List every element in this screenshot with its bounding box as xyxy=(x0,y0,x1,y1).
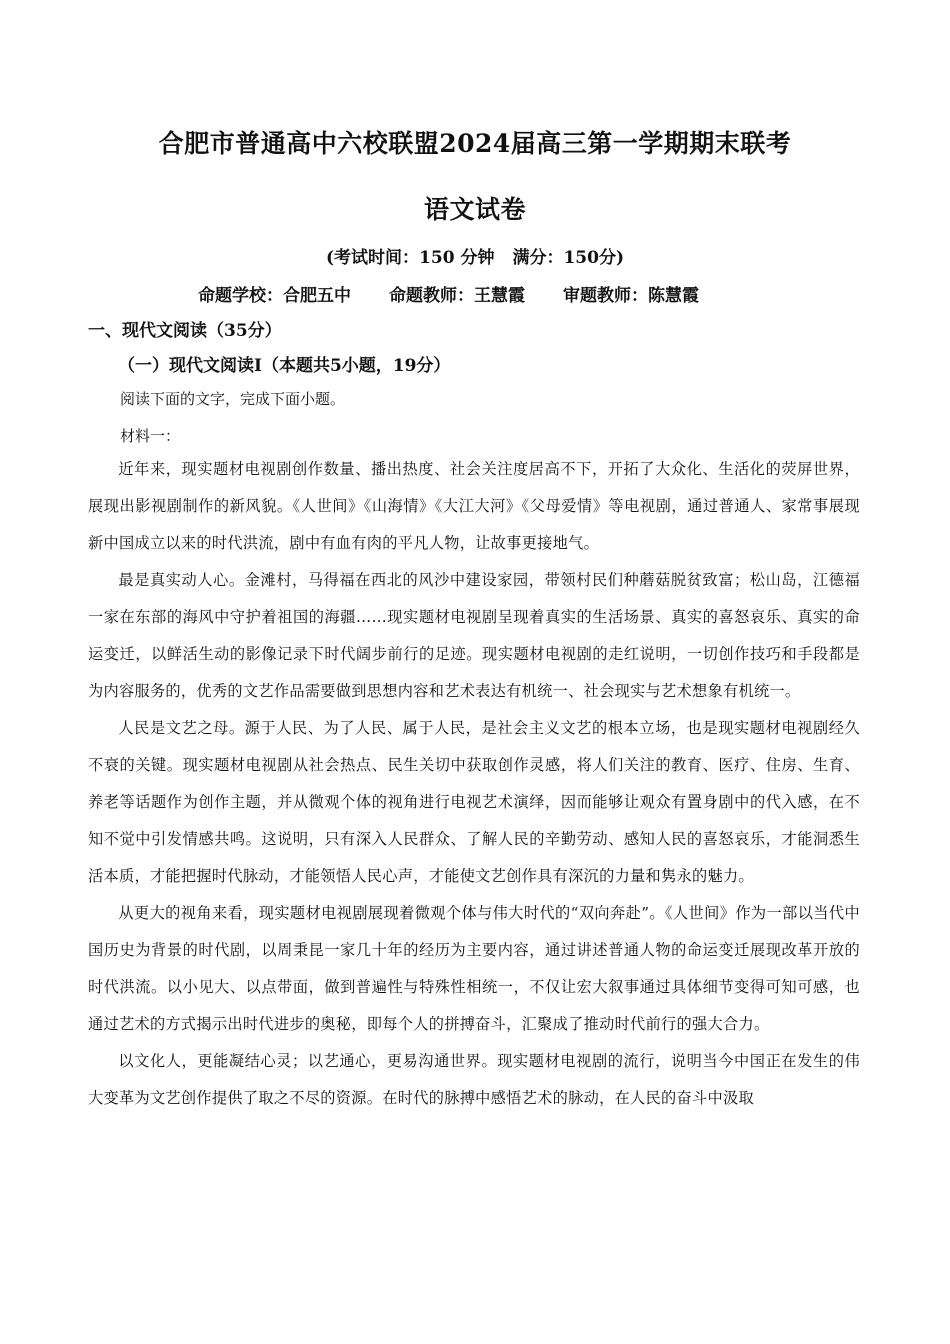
material-body xyxy=(88,451,860,1117)
section-heading: 一、现代文阅读（35分） xyxy=(88,321,282,341)
paragraph: 最是真实动人心。金滩村，马得福在西北的风沙中建设家园，带领村民们种蘑菇脱贫致富；松山岛，江德福一家在东部的海风中守护着祖国的海疆……现实题材电视剧呈现着真实的生活场景、真实的喜怒哀乐、真实的命运变迁，以鲜活生动的影像记录下时代阔步前行的足迹。现实题材电视剧的走红说明，一切创作技巧和手段都是为内容服务的，优秀的文艺作品需要做到思想内容和艺术表达有机统一、社会现实与艺术想象有机统一。 xyxy=(88,571,860,700)
reading-instruction: 阅读下面的文字，完成下面小题。 xyxy=(120,390,346,408)
full-score: 满分：150分) xyxy=(512,248,624,268)
subsection-heading: （一）现代文阅读Ⅰ（本题共5小题，19分） xyxy=(118,356,451,376)
paragraph: 人民是文艺之母。源于人民、为了人民、属于人民，是社会主义文艺的根本立场，也是现实题材电视剧经久不衰的关键。现实题材电视剧从社会热点、民生关切中获取创作灵感，将人们关注的教育、医疗、住房、生育、养老等话题作为创作主题，并从微观个体的视角进行电视艺术演绎，因而能够让观众有置身剧中的代入感，在不知不觉中引发情感共鸣。这说明，只有深入人民群众、了解人民的辛勤劳动、感知人民的喜怒哀乐，才能洞悉生活本质，才能把握时代脉动，才能领悟人民心声，才能使文艺创作具有深沉的力量和隽永的魅力。 xyxy=(88,719,860,885)
reviewing-teacher: 审题教师：陈慧霞 xyxy=(563,286,699,306)
paragraph: 从更大的视角来看，现实题材电视剧展现着微观个体与伟大时代的“双向奔赴”。《人世间》作为一部以当代中国历史为背景的时代剧，以周秉昆一家几十年的经历为主要内容，通过讲述普通人物的命运变迁展现改革开放的时代洪流。以小见大、以点带面，做到普遍性与特殊性相统一，不仅让宏大叙事通过具体细节变得可知可感，也通过艺术的方式揭示出时代进步的奥秘，即每个人的拼搏奋斗，汇聚成了推动时代前行的强大合力。 xyxy=(88,904,860,1033)
authors-line xyxy=(198,281,898,306)
exam-time: (考试时间：150 分钟 xyxy=(326,248,495,268)
exam-subtitle: 语文试卷 xyxy=(423,195,526,224)
exam-info xyxy=(0,243,950,268)
paragraph: 近年来，现实题材电视剧创作数量、播出热度、社会关注度居高不下，开拓了大众化、生活化的荧屏世界，展现出影视剧制作的新风貌。《人世间》《山海情》《大江大河》《父母爱情》等电视剧，通过普通人、家常事展现新中国成立以来的时代洪流，剧中有血有肉的平凡人物，让故事更接地气。 xyxy=(88,460,860,552)
paragraph: 以文化人，更能凝结心灵；以艺通心，更易沟通世界。现实题材电视剧的流行，说明当今中国正在发生的伟大变革为文艺创作提供了取之不尽的资源。在时代的脉搏中感悟艺术的脉动，在人民的奋斗中汲取 xyxy=(88,1052,860,1107)
setting-teacher: 命题教师：王慧霞 xyxy=(389,286,525,306)
setting-school: 命题学校：合肥五中 xyxy=(198,286,351,306)
material-label: 材料一： xyxy=(120,427,181,445)
exam-title: 合肥市普通高中六校联盟2024届高三第一学期期末联考 xyxy=(158,129,792,158)
